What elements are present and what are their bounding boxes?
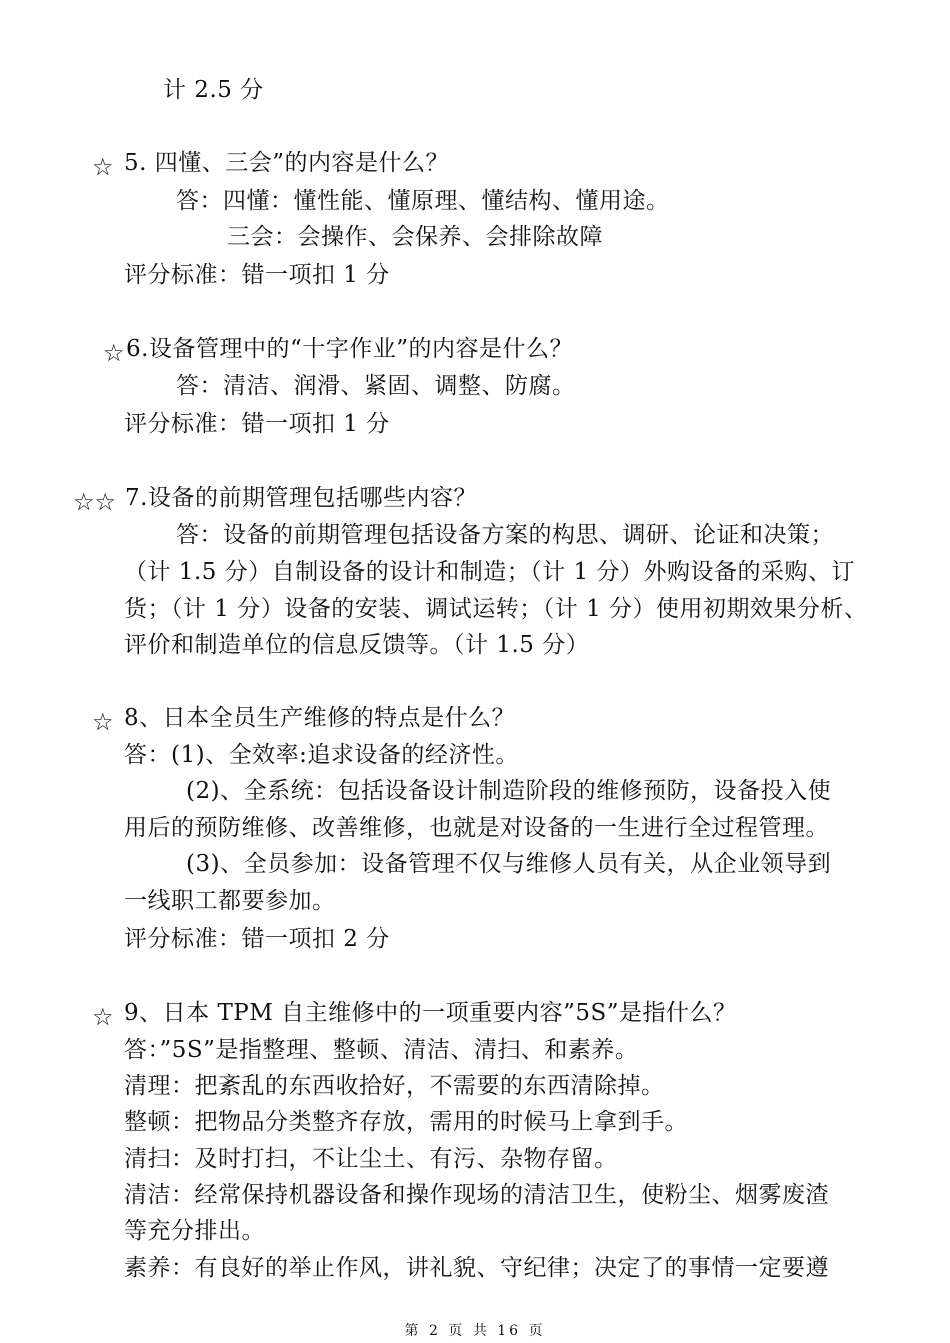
star-icon: ☆☆ xyxy=(73,488,117,516)
question-8-answer-line: (3)、全员参加：设备管理不仅与维修人员有关，从企业领导到 xyxy=(186,851,832,877)
question-9-answer-line: 清理：把紊乱的东西收拾好，不需要的东西清除掉。 xyxy=(124,1073,665,1099)
question-8-answer-line: (2)、全系统：包括设备设计制造阶段的维修预防，设备投入使 xyxy=(186,778,832,804)
question-9-answer-line: 整顿：把物品分类整齐存放，需用的时候马上拿到手。 xyxy=(124,1109,688,1135)
question-7-answer-line: （计 1.5 分）自制设备的设计和制造；（计 1 分）外购设备的采购、订 xyxy=(124,559,855,585)
question-9-answer-line: 素养：有良好的举止作风，讲礼貌、守纪律；决定了的事情一定要遵 xyxy=(124,1255,829,1281)
question-8-title: 8、日本全员生产维修的特点是什么？ xyxy=(124,705,516,731)
question-7-answer-line: 评价和制造单位的信息反馈等。（计 1.5 分） xyxy=(124,632,590,658)
question-6-scoring: 评分标准：错一项扣 1 分 xyxy=(124,411,390,437)
question-5-title: 5. 四懂、三会”的内容是什么？ xyxy=(124,150,450,176)
star-icon: ☆ xyxy=(92,708,114,736)
star-icon: ☆ xyxy=(92,153,114,181)
question-9-answer-line: 答：”5S”是指整理、整顿、清洁、清扫、和素养。 xyxy=(124,1037,639,1063)
star-icon: ☆ xyxy=(92,1003,114,1031)
question-6-answer-line: 答：清洁、润滑、紧固、调整、防腐。 xyxy=(176,373,576,399)
question-8-answer-line: 一线职工都要参加。 xyxy=(124,888,336,914)
question-9-answer-line: 等充分排出。 xyxy=(124,1218,265,1244)
question-9-title: 9、日本 TPM 自主维修中的一项重要内容”5S”是指什么？ xyxy=(124,1000,737,1026)
question-7-title: 7.设备的前期管理包括哪些内容？ xyxy=(125,485,477,511)
question-5-answer-line: 答：四懂：懂性能、懂原理、懂结构、懂用途。 xyxy=(176,188,670,214)
continuation-score-line: 计 2.5 分 xyxy=(163,77,264,103)
star-icon: ☆ xyxy=(103,339,125,367)
question-7-answer-line: 货；（计 1 分）设备的安装、调试运转；（计 1 分）使用初期效果分析、 xyxy=(124,596,868,622)
question-9-answer-line: 清扫：及时打扫，不让尘土、有污、杂物存留。 xyxy=(124,1146,618,1172)
question-8-scoring: 评分标准：错一项扣 2 分 xyxy=(124,926,390,952)
question-8-answer-line: 用后的预防维修、改善维修，也就是对设备的一生进行全过程管理。 xyxy=(124,815,829,841)
question-5-scoring: 评分标准：错一项扣 1 分 xyxy=(124,262,390,288)
page-footer: 第 2 页 共 16 页 xyxy=(404,1323,546,1339)
question-5-answer-line: 三会：会操作、会保养、会排除故障 xyxy=(227,224,603,250)
question-6-title: 6.设备管理中的“十字作业”的内容是什么？ xyxy=(126,336,573,362)
question-7-answer-line: 答：设备的前期管理包括设备方案的构思、调研、论证和决策； xyxy=(176,522,834,548)
question-8-answer-line: 答：(1)、全效率:追求设备的经济性。 xyxy=(124,742,519,768)
question-9-answer-line: 清洁：经常保持机器设备和操作现场的清洁卫生，使粉尘、烟雾废渣 xyxy=(124,1182,829,1208)
